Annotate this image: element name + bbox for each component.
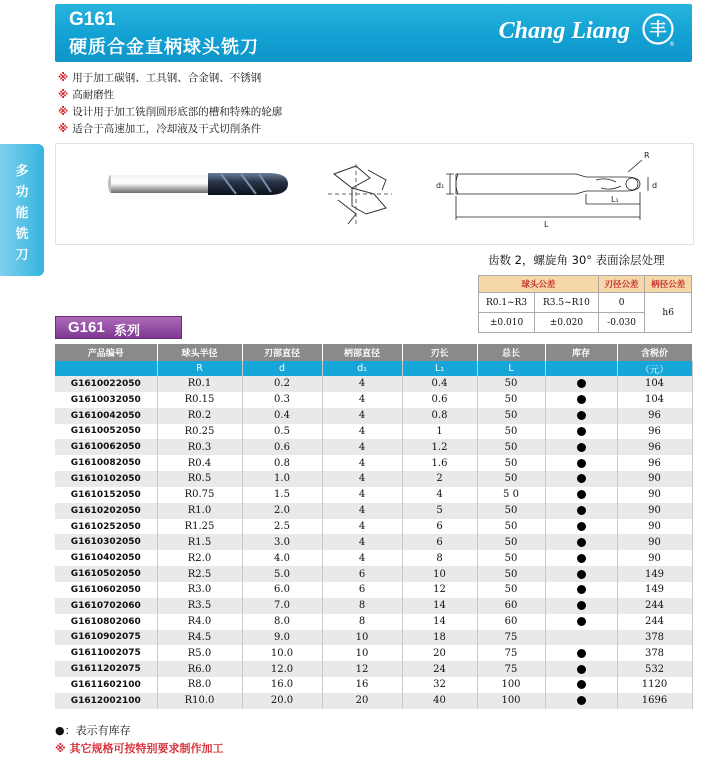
table-row bbox=[55, 487, 692, 503]
in-stock-dot-icon bbox=[577, 617, 586, 626]
product-code-cell: G1610152050 bbox=[55, 487, 157, 503]
table-row bbox=[55, 598, 692, 614]
product-code-cell: G1610052050 bbox=[55, 424, 157, 440]
product-image-panel bbox=[55, 143, 694, 245]
dim-d1-label: d₁ bbox=[436, 181, 445, 190]
table-row bbox=[55, 408, 692, 424]
in-stock-dot-icon bbox=[577, 680, 586, 689]
table-cell: 4.0 bbox=[242, 550, 322, 566]
table-cell: 96 bbox=[617, 424, 692, 440]
table-cell: 1.5 bbox=[242, 487, 322, 503]
stock-cell bbox=[545, 661, 617, 677]
in-stock-dot-icon bbox=[577, 490, 586, 499]
dim-r-label: R bbox=[644, 151, 650, 160]
table-row bbox=[55, 376, 692, 392]
table-cell: 20.0 bbox=[242, 693, 322, 709]
stock-cell bbox=[545, 487, 617, 503]
stock-cell bbox=[545, 503, 617, 519]
table-cell: 50 bbox=[477, 376, 545, 392]
table-row bbox=[55, 693, 692, 709]
table-cell: 10.0 bbox=[242, 645, 322, 661]
table-cell: 4 bbox=[322, 424, 402, 440]
table-row bbox=[55, 677, 692, 693]
dim-l1-label: L₁ bbox=[611, 195, 619, 204]
stock-cell bbox=[545, 471, 617, 487]
table-cell: 8 bbox=[322, 614, 402, 630]
product-code-cell: G1610082050 bbox=[55, 455, 157, 471]
table-cell: 5 bbox=[402, 503, 477, 519]
product-code-cell: G1610802060 bbox=[55, 614, 157, 630]
table-cell: 50 bbox=[477, 392, 545, 408]
product-code-cell: G1610202050 bbox=[55, 503, 157, 519]
table-cell: 0.3 bbox=[242, 392, 322, 408]
table-cell: 90 bbox=[617, 503, 692, 519]
table-row bbox=[55, 661, 692, 677]
table-row bbox=[55, 614, 692, 630]
table-cell: 5.0 bbox=[242, 566, 322, 582]
stock-cell bbox=[545, 645, 617, 661]
stock-cell bbox=[545, 392, 617, 408]
table-cell: 4 bbox=[322, 376, 402, 392]
table-cell: 4 bbox=[322, 439, 402, 455]
brand-logo-icon bbox=[642, 13, 676, 47]
product-code-cell: G1611202075 bbox=[55, 661, 157, 677]
table-cell: 6.0 bbox=[242, 582, 322, 598]
product-code-cell: G1610302050 bbox=[55, 534, 157, 550]
stock-cell bbox=[545, 424, 617, 440]
product-code-cell: G1610042050 bbox=[55, 408, 157, 424]
table-cell: 1.6 bbox=[402, 455, 477, 471]
footnotes bbox=[55, 722, 224, 758]
table-cell: 4 bbox=[322, 408, 402, 424]
tol-value-1: ±0.010 bbox=[479, 313, 535, 333]
table-cell: 12 bbox=[322, 661, 402, 677]
feature-item: ※ 高耐磨性 bbox=[58, 89, 115, 101]
table-cell: 0.8 bbox=[242, 455, 322, 471]
product-code: G161 bbox=[69, 9, 116, 30]
col-header: 库存 bbox=[545, 344, 617, 361]
table-cell: 10 bbox=[322, 645, 402, 661]
col-header: 含税价 bbox=[617, 344, 692, 361]
endmill-photo bbox=[108, 173, 288, 195]
col-header: 刃长 bbox=[402, 344, 477, 361]
tol-range-1: R0.1~R3 bbox=[479, 293, 535, 313]
table-row bbox=[55, 439, 692, 455]
table-cell: 20 bbox=[322, 693, 402, 709]
logo-char: 丰 bbox=[649, 20, 667, 40]
tol-shank: h6 bbox=[645, 293, 692, 333]
in-stock-dot-icon bbox=[577, 554, 586, 563]
stock-cell bbox=[545, 455, 617, 471]
dim-l-label: L bbox=[544, 220, 549, 229]
stock-cell bbox=[545, 519, 617, 535]
table-cell: R0.5 bbox=[157, 471, 242, 487]
table-cell: 1.0 bbox=[242, 471, 322, 487]
table-cell: 6 bbox=[322, 582, 402, 598]
table-row bbox=[55, 392, 692, 408]
table-cell: 50 bbox=[477, 408, 545, 424]
table-row bbox=[55, 519, 692, 535]
table-cell: 96 bbox=[617, 455, 692, 471]
table-cell: 2 bbox=[402, 471, 477, 487]
table-cell: 532 bbox=[617, 661, 692, 677]
stock-cell bbox=[545, 439, 617, 455]
table-cell: 50 bbox=[477, 471, 545, 487]
table-row bbox=[55, 424, 692, 440]
table-cell: 75 bbox=[477, 630, 545, 646]
stock-cell bbox=[545, 582, 617, 598]
table-cell: 0.6 bbox=[402, 392, 477, 408]
in-stock-dot-icon bbox=[577, 427, 586, 436]
table-cell: 96 bbox=[617, 439, 692, 455]
table-cell: 14 bbox=[402, 614, 477, 630]
table-cell: 104 bbox=[617, 392, 692, 408]
header-banner bbox=[55, 4, 692, 62]
symbol-row: R d d₁ L₁ L （元） bbox=[55, 361, 692, 376]
in-stock-dot-icon bbox=[577, 474, 586, 483]
product-code-cell: G1612002100 bbox=[55, 693, 157, 709]
series-code: G161 bbox=[68, 319, 105, 336]
col-header: 总长 bbox=[477, 344, 545, 361]
product-code-cell: G1610252050 bbox=[55, 519, 157, 535]
product-code-cell: G1610062050 bbox=[55, 439, 157, 455]
table-cell: R8.0 bbox=[157, 677, 242, 693]
in-stock-dot-icon bbox=[577, 696, 586, 705]
table-cell: 16 bbox=[322, 677, 402, 693]
table-cell: 10 bbox=[322, 630, 402, 646]
table-cell: R0.75 bbox=[157, 487, 242, 503]
in-stock-dot-icon bbox=[577, 506, 586, 515]
table-cell: R0.2 bbox=[157, 408, 242, 424]
product-code-cell: G1610602050 bbox=[55, 582, 157, 598]
stock-cell bbox=[545, 677, 617, 693]
table-cell: 14 bbox=[402, 598, 477, 614]
table-cell: 3.0 bbox=[242, 534, 322, 550]
table-cell: 1.2 bbox=[402, 439, 477, 455]
table-cell: 8 bbox=[402, 550, 477, 566]
in-stock-dot-icon bbox=[577, 570, 586, 579]
in-stock-dot-icon bbox=[577, 601, 586, 610]
stock-cell bbox=[545, 566, 617, 582]
table-cell: 0.8 bbox=[402, 408, 477, 424]
table-cell: 5 0 bbox=[477, 487, 545, 503]
stock-cell bbox=[545, 534, 617, 550]
stock-cell bbox=[545, 614, 617, 630]
table-row bbox=[55, 645, 692, 661]
table-cell: 24 bbox=[402, 661, 477, 677]
feature-item: ※ 用于加工碳钢、工具钢、合金钢、不锈钢 bbox=[58, 72, 262, 84]
product-code-cell: G1610022050 bbox=[55, 376, 157, 392]
table-cell: 0.4 bbox=[402, 376, 477, 392]
series-text: 系列 bbox=[114, 324, 141, 339]
tol-range-2: R3.5~R10 bbox=[535, 293, 599, 313]
table-cell: R3.0 bbox=[157, 582, 242, 598]
product-code-cell: G1610902075 bbox=[55, 630, 157, 646]
stock-cell bbox=[545, 630, 617, 646]
table-cell: R2.5 bbox=[157, 566, 242, 582]
end-view-drawing bbox=[328, 164, 392, 224]
table-cell: 60 bbox=[477, 598, 545, 614]
table-cell: R0.15 bbox=[157, 392, 242, 408]
table-cell: 4 bbox=[322, 503, 402, 519]
table-cell: 40 bbox=[402, 693, 477, 709]
brand-name: Chang Liang bbox=[498, 18, 630, 44]
table-cell: R1.25 bbox=[157, 519, 242, 535]
table-cell: 149 bbox=[617, 582, 692, 598]
table-cell: 104 bbox=[617, 376, 692, 392]
table-cell: 16.0 bbox=[242, 677, 322, 693]
table-cell: 1 bbox=[402, 424, 477, 440]
table-cell: 4 bbox=[402, 487, 477, 503]
table-cell: R0.1 bbox=[157, 376, 242, 392]
stock-cell bbox=[545, 598, 617, 614]
stock-dot-icon: ● bbox=[55, 724, 65, 737]
table-cell: R6.0 bbox=[157, 661, 242, 677]
table-cell: 4 bbox=[322, 455, 402, 471]
table-cell: R3.5 bbox=[157, 598, 242, 614]
stock-cell bbox=[545, 376, 617, 392]
table-cell: 50 bbox=[477, 550, 545, 566]
table-cell: 20 bbox=[402, 645, 477, 661]
table-cell: 0.2 bbox=[242, 376, 322, 392]
product-code-cell: G1610502050 bbox=[55, 566, 157, 582]
product-code-cell: G1610032050 bbox=[55, 392, 157, 408]
table-cell: 4 bbox=[322, 392, 402, 408]
table-cell: R0.25 bbox=[157, 424, 242, 440]
feature-list bbox=[58, 70, 282, 138]
table-row bbox=[55, 534, 692, 550]
table-cell: R1.5 bbox=[157, 534, 242, 550]
stock-cell bbox=[545, 693, 617, 709]
table-cell: 18 bbox=[402, 630, 477, 646]
product-title: 硬质合金直柄球头铣刀 bbox=[69, 37, 259, 58]
table-cell: 32 bbox=[402, 677, 477, 693]
col-header: 柄部直径 bbox=[322, 344, 402, 361]
in-stock-dot-icon bbox=[577, 443, 586, 452]
table-cell: 50 bbox=[477, 534, 545, 550]
table-cell: 4 bbox=[322, 550, 402, 566]
dim-d-label: d bbox=[652, 181, 658, 190]
table-cell: 12.0 bbox=[242, 661, 322, 677]
table-cell: 8 bbox=[322, 598, 402, 614]
product-code-cell: G1610102050 bbox=[55, 471, 157, 487]
tol-head-blade: 刃径公差 bbox=[598, 276, 645, 293]
table-cell: 378 bbox=[617, 645, 692, 661]
table-cell: R2.0 bbox=[157, 550, 242, 566]
table-cell: 1120 bbox=[617, 677, 692, 693]
table-cell: 149 bbox=[617, 566, 692, 582]
table-row bbox=[55, 566, 692, 582]
table-cell: 50 bbox=[477, 455, 545, 471]
table-cell: 50 bbox=[477, 424, 545, 440]
table-cell: 6 bbox=[402, 534, 477, 550]
note-custom: ※ 其它规格可按特别要求制作加工 bbox=[55, 742, 224, 755]
col-header: 刃部直径 bbox=[242, 344, 322, 361]
tol-blade-lower: -0.030 bbox=[598, 313, 645, 333]
table-cell: 244 bbox=[617, 598, 692, 614]
table-cell: R10.0 bbox=[157, 693, 242, 709]
spec-line: 齿数 2，螺旋角 30° 表面涂层处理 bbox=[488, 253, 665, 267]
table-cell: 90 bbox=[617, 487, 692, 503]
tol-value-2: ±0.020 bbox=[535, 313, 599, 333]
table-cell: R4.5 bbox=[157, 630, 242, 646]
tol-head-shank: 柄径公差 bbox=[645, 276, 692, 293]
table-row bbox=[55, 455, 692, 471]
table-cell: R5.0 bbox=[157, 645, 242, 661]
tolerance-table bbox=[478, 275, 692, 333]
tol-blade-upper: 0 bbox=[598, 293, 645, 313]
product-code-cell: G1610402050 bbox=[55, 550, 157, 566]
table-cell: 6 bbox=[322, 566, 402, 582]
table-cell: 2.0 bbox=[242, 503, 322, 519]
table-cell: 90 bbox=[617, 471, 692, 487]
table-cell: 50 bbox=[477, 566, 545, 582]
series-label bbox=[55, 316, 182, 339]
table-cell: 0.4 bbox=[242, 408, 322, 424]
table-cell: 4 bbox=[322, 534, 402, 550]
stock-cell bbox=[545, 550, 617, 566]
table-cell: 100 bbox=[477, 677, 545, 693]
stock-cell bbox=[545, 408, 617, 424]
col-header: 产品编号 bbox=[55, 344, 157, 361]
table-cell: 50 bbox=[477, 503, 545, 519]
table-cell: 244 bbox=[617, 614, 692, 630]
table-cell: 4 bbox=[322, 519, 402, 535]
table-cell: 6 bbox=[402, 519, 477, 535]
product-code-cell: G1611002075 bbox=[55, 645, 157, 661]
product-code-cell: G1610702060 bbox=[55, 598, 157, 614]
in-stock-dot-icon bbox=[577, 379, 586, 388]
registered-mark: ® bbox=[669, 41, 675, 47]
table-cell: 1696 bbox=[617, 693, 692, 709]
table-cell: 2.5 bbox=[242, 519, 322, 535]
table-cell: 96 bbox=[617, 408, 692, 424]
table-cell: 100 bbox=[477, 693, 545, 709]
in-stock-dot-icon bbox=[577, 411, 586, 420]
table-row bbox=[55, 630, 692, 646]
table-cell: 12 bbox=[402, 582, 477, 598]
product-table bbox=[55, 344, 693, 709]
table-cell: R1.0 bbox=[157, 503, 242, 519]
table-row bbox=[55, 582, 692, 598]
in-stock-dot-icon bbox=[577, 395, 586, 404]
table-cell: R0.3 bbox=[157, 439, 242, 455]
dimension-drawing bbox=[446, 160, 648, 220]
in-stock-dot-icon bbox=[577, 585, 586, 594]
table-cell: 9.0 bbox=[242, 630, 322, 646]
table-cell: 7.0 bbox=[242, 598, 322, 614]
table-cell: 0.5 bbox=[242, 424, 322, 440]
col-header: 球头半径 bbox=[157, 344, 242, 361]
table-cell: R4.0 bbox=[157, 614, 242, 630]
in-stock-dot-icon bbox=[577, 538, 586, 547]
product-code-cell: G1611602100 bbox=[55, 677, 157, 693]
in-stock-dot-icon bbox=[577, 665, 586, 674]
category-side-tab: 多 功 能 铣 刀 bbox=[0, 144, 44, 276]
table-cell: 10 bbox=[402, 566, 477, 582]
table-row bbox=[55, 471, 692, 487]
table-cell: 4 bbox=[322, 471, 402, 487]
in-stock-dot-icon bbox=[577, 649, 586, 658]
product-illustrations bbox=[56, 144, 693, 244]
table-cell: 50 bbox=[477, 582, 545, 598]
table-cell: 8.0 bbox=[242, 614, 322, 630]
table-cell: 378 bbox=[617, 630, 692, 646]
table-cell: 90 bbox=[617, 519, 692, 535]
table-cell: 75 bbox=[477, 645, 545, 661]
table-cell: 0.6 bbox=[242, 439, 322, 455]
tol-head-ball: 球头公差 bbox=[479, 276, 599, 293]
table-cell: 50 bbox=[477, 439, 545, 455]
table-cell: 75 bbox=[477, 661, 545, 677]
feature-item: ※ 适合于高速加工，冷却液及干式切削条件 bbox=[58, 123, 262, 135]
table-cell: 90 bbox=[617, 534, 692, 550]
table-cell: 60 bbox=[477, 614, 545, 630]
table-header-row bbox=[55, 344, 692, 361]
in-stock-dot-icon bbox=[577, 459, 586, 468]
table-cell: R0.4 bbox=[157, 455, 242, 471]
in-stock-dot-icon bbox=[577, 522, 586, 531]
note-stock: ●：表示有库存 bbox=[55, 724, 131, 737]
table-cell: 90 bbox=[617, 550, 692, 566]
table-cell: 4 bbox=[322, 487, 402, 503]
table-row bbox=[55, 503, 692, 519]
feature-item: ※ 设计用于加工铣削圆形底部的槽和特殊的轮廓 bbox=[58, 106, 283, 118]
table-row bbox=[55, 550, 692, 566]
table-cell: 50 bbox=[477, 519, 545, 535]
